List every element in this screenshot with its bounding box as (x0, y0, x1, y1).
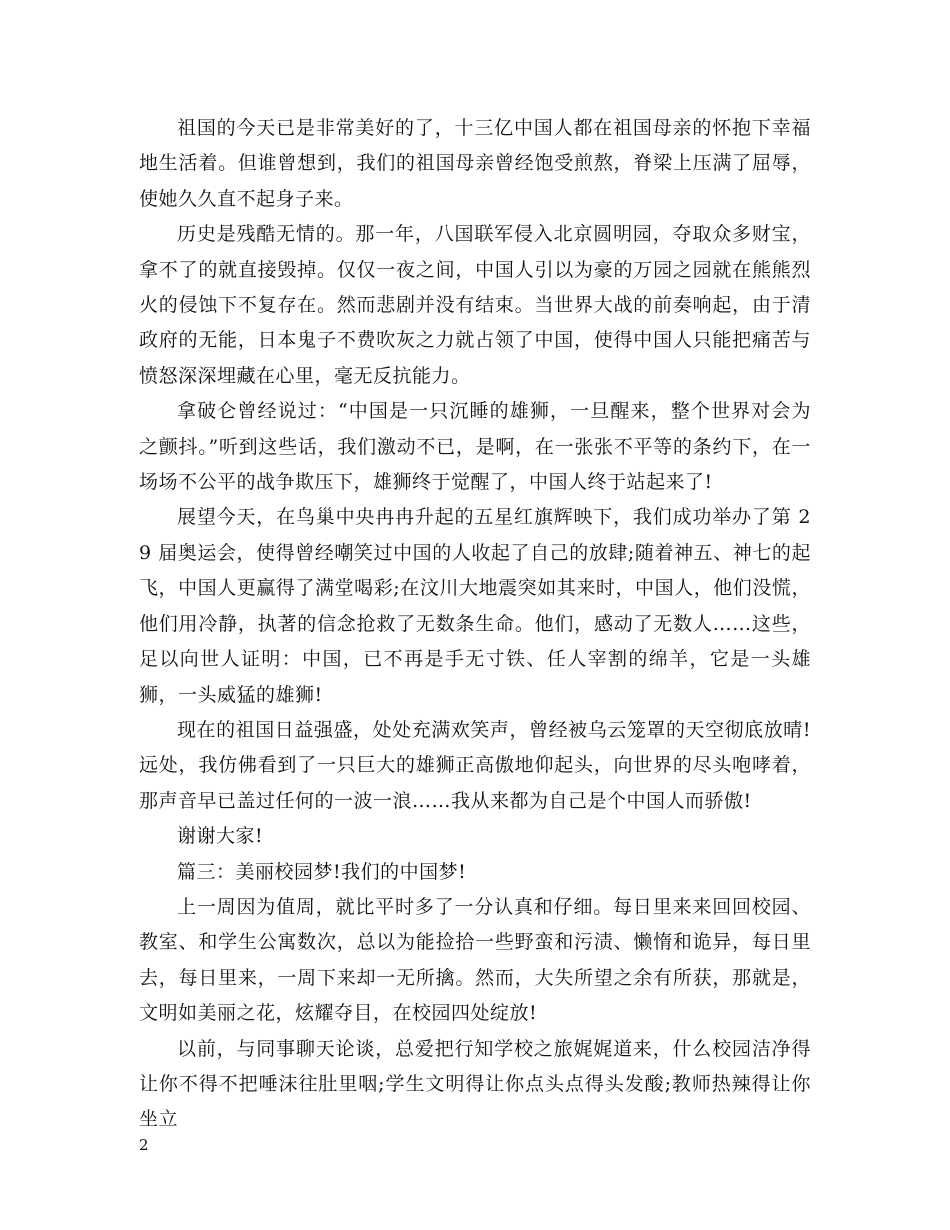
paragraph-motherland-today: 祖国的今天已是非常美好的了，十三亿中国人都在祖国母亲的怀抱下幸福地生活着。但谁曾想到，我们的祖国母亲曾经饱受煎熬，脊梁上压满了屈辱，使她久久直不起身子来。 (139, 117, 811, 210)
paragraph-present-motherland: 现在的祖国日益强盛，处处充满欢笑声，曾经被乌云笼罩的天空彻底放晴!远处，我仿佛看到了一只巨大的雄狮正高傲地仰起头，向世界的尽头咆哮着，那声音早已盖过任何的一波一浪……我从来都为自己是个中国人而骄傲! (139, 718, 811, 812)
paragraph-looking-today: 展望今天，在鸟巢中央冉冉升起的五星红旗辉映下，我们成功举办了第 29 届奥运会，使得曾经嘲笑过中国的人收起了自己的放肆;随着神五、神七的起飞，中国人更赢得了满堂喝彩;在汶川大地震突如其来时，中国人，他们没慌，他们用冷静，执著的信念抢救了无数条生命。他们，感动了无数人……这些，足以向世人证明：中国，已不再是手无寸铁、任人宰割的绵羊，它是一头雄狮，一头威猛的雄狮! (139, 506, 811, 706)
paragraph-thanks: 谢谢大家! (177, 825, 264, 848)
paragraph-napoleon-quote: 拿破仑曾经说过：“中国是一只沉睡的雄狮，一旦醒来，整个世界对会为之颤抖。”听到这些话，我们激动不已，是啊，在一张张不平等的条约下，在一场场不公平的战争欺压下，雄狮终于觉醒了，中国人终于站起来了! (139, 400, 811, 494)
paragraph-colleague-chat: 以前，与同事聊天论谈，总爱把行知学校之旅娓娓道来，什么校园洁净得让你不得不把唾沫往肚里咽;学生文明得让你点头点得头发酸;教师热辣得让你坐立 (139, 1037, 811, 1131)
paragraph-history: 历史是残酷无情的。那一年，八国联军侵入北京圆明园，夺取众多财宝，拿不了的就直接毁掉。仅仅一夜之间，中国人引以为豪的万园之园就在熊熊烈火的侵蚀下不复存在。然而悲剧并没有结束。当世界大战的前奏响起，由于清政府的无能，日本鬼子不费吹灰之力就占领了中国，使得中国人只能把痛苦与愤怒深深埋藏在心里，毫无反抗能力。 (139, 223, 811, 387)
section-heading-part-three: 篇三：美丽校园梦!我们的中国梦! (177, 860, 467, 883)
page-number: 2 (139, 1136, 149, 1154)
document-body (139, 111, 811, 1138)
paragraph-duty-week: 上一周因为值周，就比平时多了一分认真和仔细。每日里来来回回校园、教室、和学生公寓数次，总以为能捡拾一些野蛮和污渍、懒惰和诡异，每日里去，每日里来，一周下来却一无所擒。然而，大失所望之余有所获，那就是，文明如美丽之花，炫耀夺目，在校园四处绽放! (139, 895, 811, 1025)
